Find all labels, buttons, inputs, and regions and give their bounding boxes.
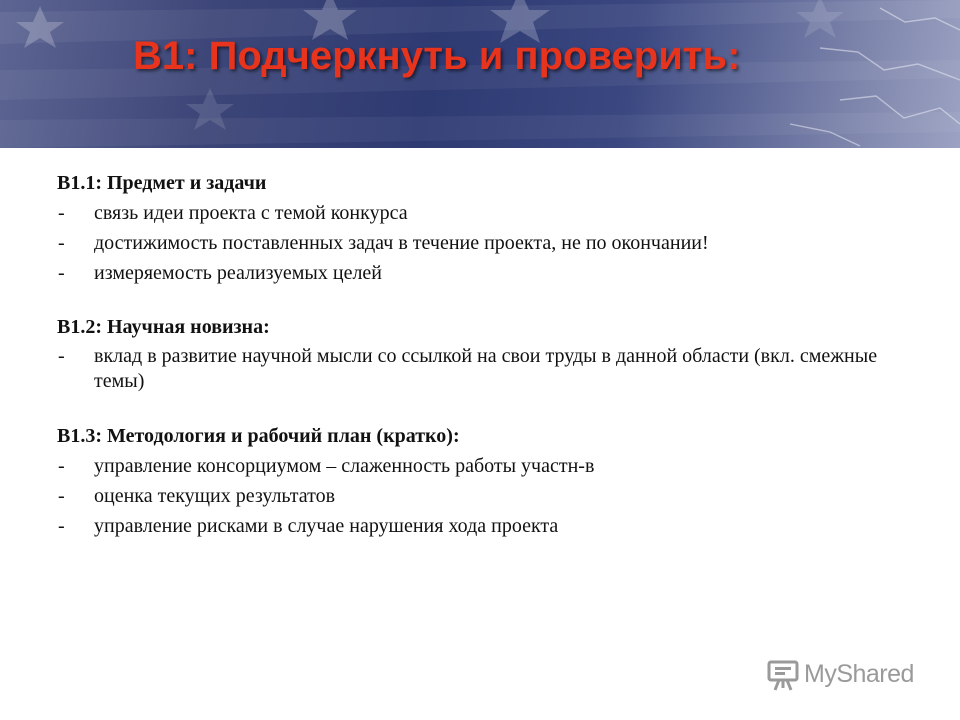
bullet-dash: - bbox=[58, 485, 65, 507]
list-item bbox=[57, 481, 917, 511]
bullet-dash: - bbox=[58, 455, 65, 477]
list-item-text: достижимость поставленных задач в течение проекта, не по окончании! bbox=[94, 232, 709, 254]
section-heading: В1.2: Научная новизна: bbox=[57, 316, 270, 338]
section-heading: В1.1: Предмет и задачи bbox=[57, 172, 267, 194]
header-banner bbox=[0, 0, 960, 148]
section-scientific-novelty bbox=[57, 312, 917, 397]
list-item bbox=[57, 228, 917, 258]
watermark-text: MyShared bbox=[804, 660, 914, 688]
bullet-list bbox=[57, 451, 917, 541]
section-heading: В1.3: Методология и рабочий план (кратко): bbox=[57, 425, 460, 447]
list-item-text: измеряемость реализуемых целей bbox=[94, 262, 383, 284]
list-item bbox=[57, 258, 917, 288]
list-item bbox=[57, 198, 917, 228]
page-title: В1: Подчеркнуть и проверить: bbox=[133, 34, 741, 78]
list-item-text: управление консорциумом – слаженность работы участн-в bbox=[94, 455, 595, 477]
bullet-list bbox=[57, 198, 917, 288]
list-item-text: связь идеи проекта с темой конкурса bbox=[94, 202, 408, 224]
bullet-dash: - bbox=[58, 262, 65, 284]
bullet-dash: - bbox=[58, 232, 65, 254]
bullet-dash: - bbox=[58, 515, 65, 537]
watermark-logo bbox=[766, 656, 926, 696]
section-methodology bbox=[57, 421, 917, 541]
section-subject-and-tasks bbox=[57, 168, 917, 288]
bullet-dash: - bbox=[58, 345, 65, 367]
list-item bbox=[57, 511, 917, 541]
list-item-text: управление рисками в случае нарушения хода проекта bbox=[94, 515, 559, 537]
list-item-text: оценка текущих результатов bbox=[94, 485, 336, 507]
list-item-text: вклад в развитие научной мысли со ссылкой на свои труды в данной области (вкл. смежные темы) bbox=[94, 345, 878, 392]
slide-content bbox=[57, 168, 917, 565]
list-item bbox=[57, 451, 917, 481]
bullet-list bbox=[57, 342, 917, 397]
list-item bbox=[57, 342, 917, 397]
bullet-dash: - bbox=[58, 202, 65, 224]
presentation-icon bbox=[766, 658, 800, 692]
